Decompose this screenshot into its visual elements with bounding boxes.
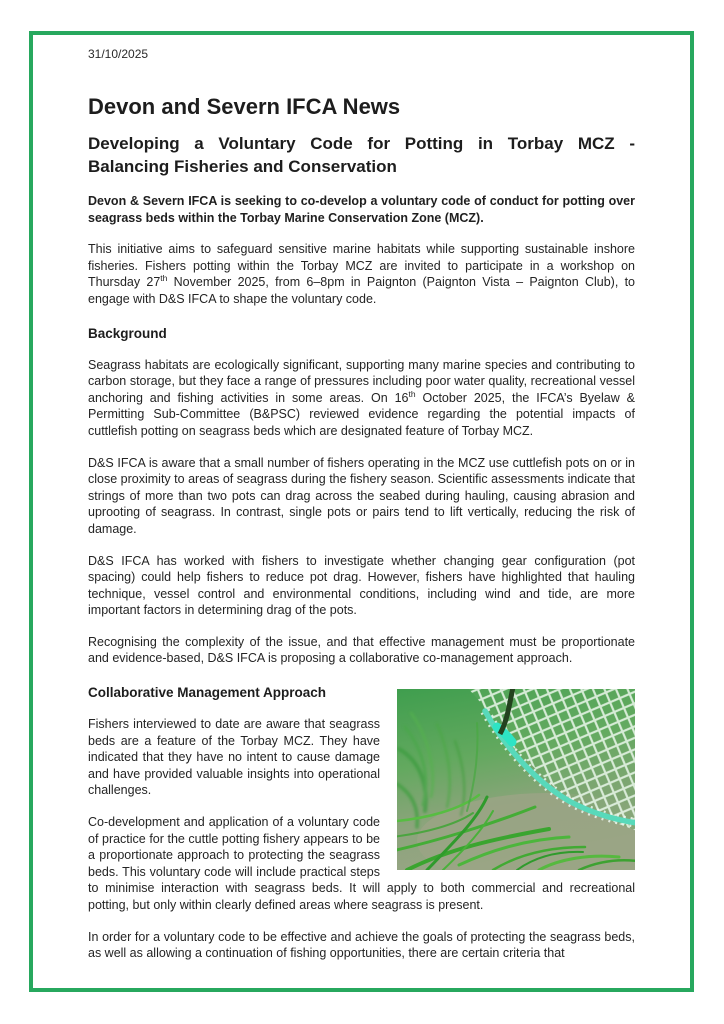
underwater-net-seagrass-image — [397, 689, 635, 870]
section-heading-collaborative: Collaborative Management Approach — [88, 685, 327, 701]
background-p1-pre: Seagrass habitats are ecologically significant, supporting many marine species and contributing to carbon storage, but they face a range of pressures including poor water quality, recreational vessel anchoring and fishing activities in some areas. On 16 — [88, 357, 635, 405]
section-heading-background: Background — [88, 325, 167, 341]
intro-text-pre: This initiative aims to safeguard sensitive marine habitats while supporting sustainable inshore fisheries. Fishers potting within the Torbay MCZ are invited to participate in a workshop on Thursday 27 — [88, 242, 635, 290]
lead-paragraph: Devon & Severn IFCA is seeking to co-develop a voluntary code of conduct for potting over seagrass beds within the Torbay Marine Conservation Zone (MCZ). — [88, 194, 635, 225]
background-paragraph-3: D&S IFCA has worked with fishers to investigate whether changing gear configuration (pot spacing) could help fishers to reduce pot drag. However, fishers have highlighted that hauling technique, vessel control and environmental conditions, including wind and tide, are more important factors in determining drag of the pots. — [88, 553, 635, 618]
article-title-line1: Developing a Voluntary Code for Potting in Torbay MCZ - — [88, 134, 635, 153]
background-p1-post: October 2025, the IFCA’s Byelaw & Permitting Sub-Committee (B&PSC) reviewed evidence regarding the potential impacts of cuttlefish potting on seagrass beds which are designated feature of Torbay MCZ. — [88, 390, 635, 438]
page-border-frame — [29, 31, 694, 992]
intro-text-post: November 2025, from 6–8pm in Paignton (Paignton Vista – Paignton Club), to engage with D&S IFCA to shape the voluntary code. — [88, 275, 635, 306]
intro-paragraph — [88, 241, 635, 307]
collaborative-section — [88, 684, 635, 914]
background-paragraph-1 — [88, 357, 635, 440]
page-content — [33, 35, 690, 962]
ordinal-superscript: th — [408, 388, 416, 399]
seagrass-pot-net-photo — [397, 689, 635, 870]
ordinal-superscript: th — [160, 273, 168, 284]
document-date: 31/10/2025 — [88, 47, 149, 61]
collaborative-paragraph-1: Fishers interviewed to date are aware that seagrass beds are a feature of the Torbay MCZ. They have indicated that they have no intent to cause damage and have provided valuable insights into operational challenges. — [88, 717, 380, 798]
page-title: Devon and Severn IFCA News — [88, 94, 401, 119]
background-paragraph-4: Recognising the complexity of the issue, and that effective management must be proportionate and evidence-based, D&S IFCA is proposing a collaborative co-management approach. — [88, 634, 635, 666]
closing-paragraph: In order for a voluntary code to be effective and achieve the goals of protecting the seagrass beds, as well as allowing a continuation of fishing opportunities, there are certain criteria that — [88, 929, 635, 961]
article-title-line2: Balancing Fisheries and Conservation — [88, 156, 397, 176]
collaborative-paragraph-2: Co-development and application of a voluntary code of practice for the cuttle potting fishery appears to be a proportionate approach to protecting the seagrass beds. This voluntary code will include practical steps to minimise interaction with seagrass beds. It will apply to both commercial and recreational potting, but only within clearly defined areas where seagrass is present. — [88, 815, 635, 912]
background-paragraph-2: D&S IFCA is aware that a small number of fishers operating in the MCZ use cuttlefish pots on or in close proximity to areas of seagrass during the fishery season. Scientific assessments indicate that strings of more than two pots can drag across the seabed during hauling, causing abrasion and uprooting of seagrass. In contrast, single pots or pairs tend to lift vertically, reducing the risk of damage. — [88, 455, 635, 536]
article-title — [88, 133, 635, 178]
